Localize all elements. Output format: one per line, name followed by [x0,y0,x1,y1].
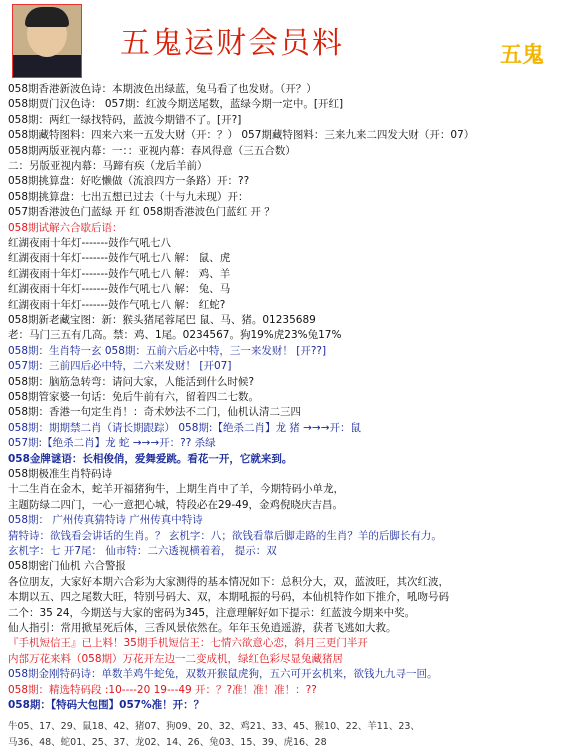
text-line: 仙人指引：常用掀星死后体，三香风景依然在。年年玉免逍遥游，获者飞逃如大救。 [8,622,397,634]
corner-logo: 五鬼 [500,43,545,68]
text-line: 058期新老藏宝图：新：猴头猪尾蓉尾巴 鼠、马、猪。01235689 [8,314,316,326]
text-line: 玄机字：七 开7尾： 仙市特：二六透视横着着， 提示：双 [8,545,277,557]
text-line: 058期藏特图料：四来六来一五发大财（开：？） 057期藏特图料：三来九来二四发大财（开：07） [8,129,475,142]
text-line: 058期香港新波色诗：本期波色出绿蓝，兔马看了也发财。（开？） [8,83,317,95]
text-line: 红湖夜雨十年灯-------鼓作气吼七八 [8,237,172,249]
text-line: 058期密门仙机 六合警报 [8,560,126,573]
text-line: 058期：期期禁二肖（请长期跟踪） 058期:【绝杀二肖】龙 猪 →→→开：鼠 [8,421,362,434]
text-line: 057期:【绝杀二肖】龙 蛇 →→→开：?? 杀绿 [8,437,216,450]
text-line: 058期金刚特码诗：单数羊鸡牛蛇兔，双数开猴鼠虎狗，五六可开玄机来，欲钱九九寻一回。 [8,668,438,681]
text-line: 猜特诗：欲钱看会讲话的生肖。？ 玄机字：八；欲钱看靠后脚走路的生肖？羊的后脚长有力。 [8,529,442,542]
text-line: 057期：三前四后必中特，二六来发财！ [开07] [8,360,232,373]
text-line: 各位朋友，大家好本期六合彩为大家测得的基本情况如下：总积分大，双，蓝波旺，其次红波， [8,575,449,588]
text-line: 红湖夜雨十年灯-------鼓作气吼七八 解： 兔、马 [8,283,231,296]
text-line: 058期：香港一句定生肖！：奇术妙法不二门，仙机认清二三四 [8,406,302,419]
text-line: 058期挑算盘：七出五想已过去（十与九未现）开： [8,190,249,203]
text-line: 058期试解六合歇后语： [8,221,123,234]
text-line: 『手机短信王』已上料！35期手机短信王：七情六欲意心恋，斜月三更门半开 [8,637,368,650]
text-line: 红湖夜雨十年灯-------鼓作气吼七八 解： 鸡、羊 [8,267,231,280]
text-line: 十二生肖在金木，蛇羊开福猪狗牛，上期生肖中了羊，今期特码小单龙， [8,483,344,496]
header [0,0,566,80]
text-line: 二个：35 24，今期送与大家的密码为345，注意理解好如下提示：红蓝波今期来中奖。 [8,606,416,619]
text-line: 058期极准生肖特码诗 [8,468,113,480]
text-line: 内部万花来料（058期）万花开左边一二变成机，绿红色彩尽显兔藏猪居 [8,652,344,665]
text-line: 058期：两红一绿找特码，蓝波今期错不了。[开?] [8,113,242,126]
text-line: 058期挑算盘：好吃懒做（流浪四方一条路）开：?? [8,175,250,188]
text-line: 二：另版亚视内幕：马蹄有疾（龙后羊前） [8,160,208,172]
page-title: 五鬼运财会员料 [120,26,344,61]
text-line: 058期管家婆一句话：免后牛前有六，留着四二七数。 [8,391,260,403]
text-line: 058期：精选特码段 :10----20 19---49 开：？?准！准！准！：?? [8,683,317,696]
text-line: 058金牌谜语：长相俊俏，爱舞爱跳。看花一开，它就来到。 [8,452,293,465]
text-line: 058期：生肖特一玄 058期：五前六后必中特，三一来发财！ [开??] [8,344,327,357]
text-line: 本期以五、四之尾数大旺，特别号码大、双，本期吼振的号码，本仙机特作如下推介，吼吻号码 [8,591,449,604]
text-line: 058期：【特码大包围】057%准！开：？ [8,699,205,711]
text-line: 老：马门三五有几高。禁：鸡、1尾。0234567。狗19%虎23%兔17% [8,329,342,342]
number-list-line: 马36、48、蛇01、25、37、龙02、14、26、兔03、15、39、虎16、28 [8,737,327,748]
text-line: 058期两版亚视内幕：一：：亚视内幕：春风得意（三五合数） [8,144,296,157]
text-line: 058期： 广州传真猜特诗 广州传真中特诗 [8,514,203,527]
text-line: 058期：脑筋急转弯：请问大家，人能活到什么时候? [8,375,255,388]
portrait-photo [12,4,82,78]
number-list-line: 牛05、17、29、鼠18、42、猪07、狗09、20、32、鸡21、33、45、猴10、22、羊11、23、 [8,721,420,732]
text-line: 058期贾门汉色诗： 057期：红波今期送尾数，蓝绿今期一定中。[开红] [8,98,344,111]
text-line: 主题防绿二四门，一心一意把心城，特段必在29-49，金鸡倪晓庆吉昌。 [8,498,344,511]
text-line: 红湖夜雨十年灯-------鼓作气吼七八 解： 红蛇? [8,298,226,311]
text-line: 057期香港波色门蓝绿 开 红 058期香港波色门蓝红 开 ？ [8,206,275,219]
text-line: 红湖夜雨十年灯-------鼓作气吼七八 解： 鼠、虎 [8,252,231,265]
